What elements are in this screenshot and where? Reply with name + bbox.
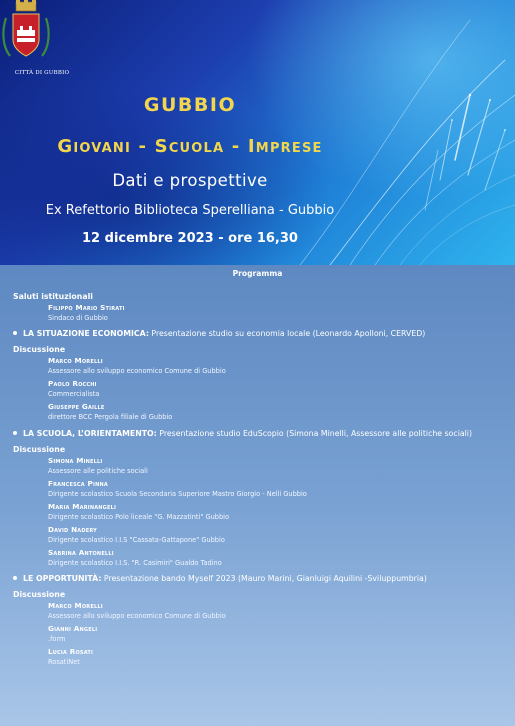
speaker-name: Sabrina Antonelli	[48, 548, 114, 557]
bullet-icon	[13, 576, 17, 580]
speaker-name: Filippo Mario Stirati	[48, 303, 125, 312]
speaker-name: Marco Morelli	[48, 601, 103, 610]
speaker-role: Dirigente scolastico Scuola Secondaria Superiore Mastro Giorgio - Nelli Gubbio	[48, 490, 307, 498]
speaker-name: Simona Minelli	[48, 456, 103, 465]
speaker-role: Sindaco di Gubbio	[48, 314, 108, 322]
topic-item	[13, 574, 427, 583]
speaker-name: Gianni Angeli	[48, 624, 98, 633]
city-crest-logo	[0, 0, 52, 72]
speaker-name: Lucia Rosati	[48, 647, 94, 656]
discussion-label: Discussione	[13, 445, 66, 454]
speaker-role: Assessore allo sviluppo economico Comune di Gubbio	[48, 612, 226, 620]
bullet-icon	[13, 431, 17, 435]
program-heading: Programma	[232, 269, 283, 278]
speaker-name: Maria Marinangeli	[48, 502, 117, 511]
light-streaks-graphic	[0, 0, 515, 265]
topic-item	[13, 429, 472, 438]
speaker-name: David Nadery	[48, 525, 97, 534]
speaker-name: Giuseppe Gaille	[48, 402, 105, 411]
speaker-role: Assessore alle politiche sociali	[48, 467, 148, 475]
program-section	[0, 265, 515, 726]
speaker-name: Francesca Pinna	[48, 479, 108, 488]
event-datetime: 12 dicembre 2023 - ore 16,30	[82, 231, 298, 246]
topic-label: LE OPPORTUNITÀ:	[23, 574, 102, 583]
speaker-role: .form	[48, 635, 66, 643]
discussion-label: Discussione	[13, 345, 66, 354]
hero-banner	[0, 0, 515, 265]
event-tagline: Dati e prospettive	[112, 171, 268, 190]
event-city-title: GUBBIO	[143, 94, 237, 116]
speaker-role: direttore BCC Pergola filiale di Gubbio	[48, 413, 173, 421]
topic-text: Presentazione studio EduScopio (Simona Minelli, Assessore alle politiche sociali)	[156, 429, 473, 438]
topic-text: Presentazione studio su economia locale (Leonardo Apolloni, CERVED)	[148, 329, 426, 338]
topic-label: LA SCUOLA, L’ORIENTAMENTO:	[23, 429, 157, 438]
crest-caption: CITTÀ DI GUBBIO	[14, 70, 70, 76]
speaker-name: Paolo Rocchi	[48, 379, 97, 388]
event-venue: Ex Refettorio Biblioteca Sperelliana - Gubbio	[45, 203, 335, 218]
speaker-role: Commercialista	[48, 390, 100, 398]
speaker-role: Dirigente scolastico Polo liceale "G. Mazzatinti" Gubbio	[48, 513, 229, 521]
bullet-icon	[13, 331, 17, 335]
speaker-role: Assessore allo sviluppo economico Comune di Gubbio	[48, 367, 226, 375]
speaker-role: Dirigente scolastico I.I.S. "R. Casimiri" Gualdo Tadino	[48, 559, 222, 567]
topic-item	[13, 329, 425, 338]
topic-label: LA SITUAZIONE ECONOMICA:	[23, 329, 149, 338]
discussion-label: Discussione	[13, 590, 66, 599]
event-title: Giovani - Scuola - Imprese	[57, 136, 323, 157]
topic-text: Presentazione bando Myself 2023 (Mauro Marini, Gianluigi Aquilini -Sviluppumbria)	[101, 574, 427, 583]
speaker-name: Marco Morelli	[48, 356, 103, 365]
greetings-label: Saluti istituzionali	[13, 292, 93, 301]
speaker-role: RosatiNet	[48, 658, 80, 666]
speaker-role: Dirigente scolastico I.I.S "Cassata-Gattapone" Gubbio	[48, 536, 225, 544]
